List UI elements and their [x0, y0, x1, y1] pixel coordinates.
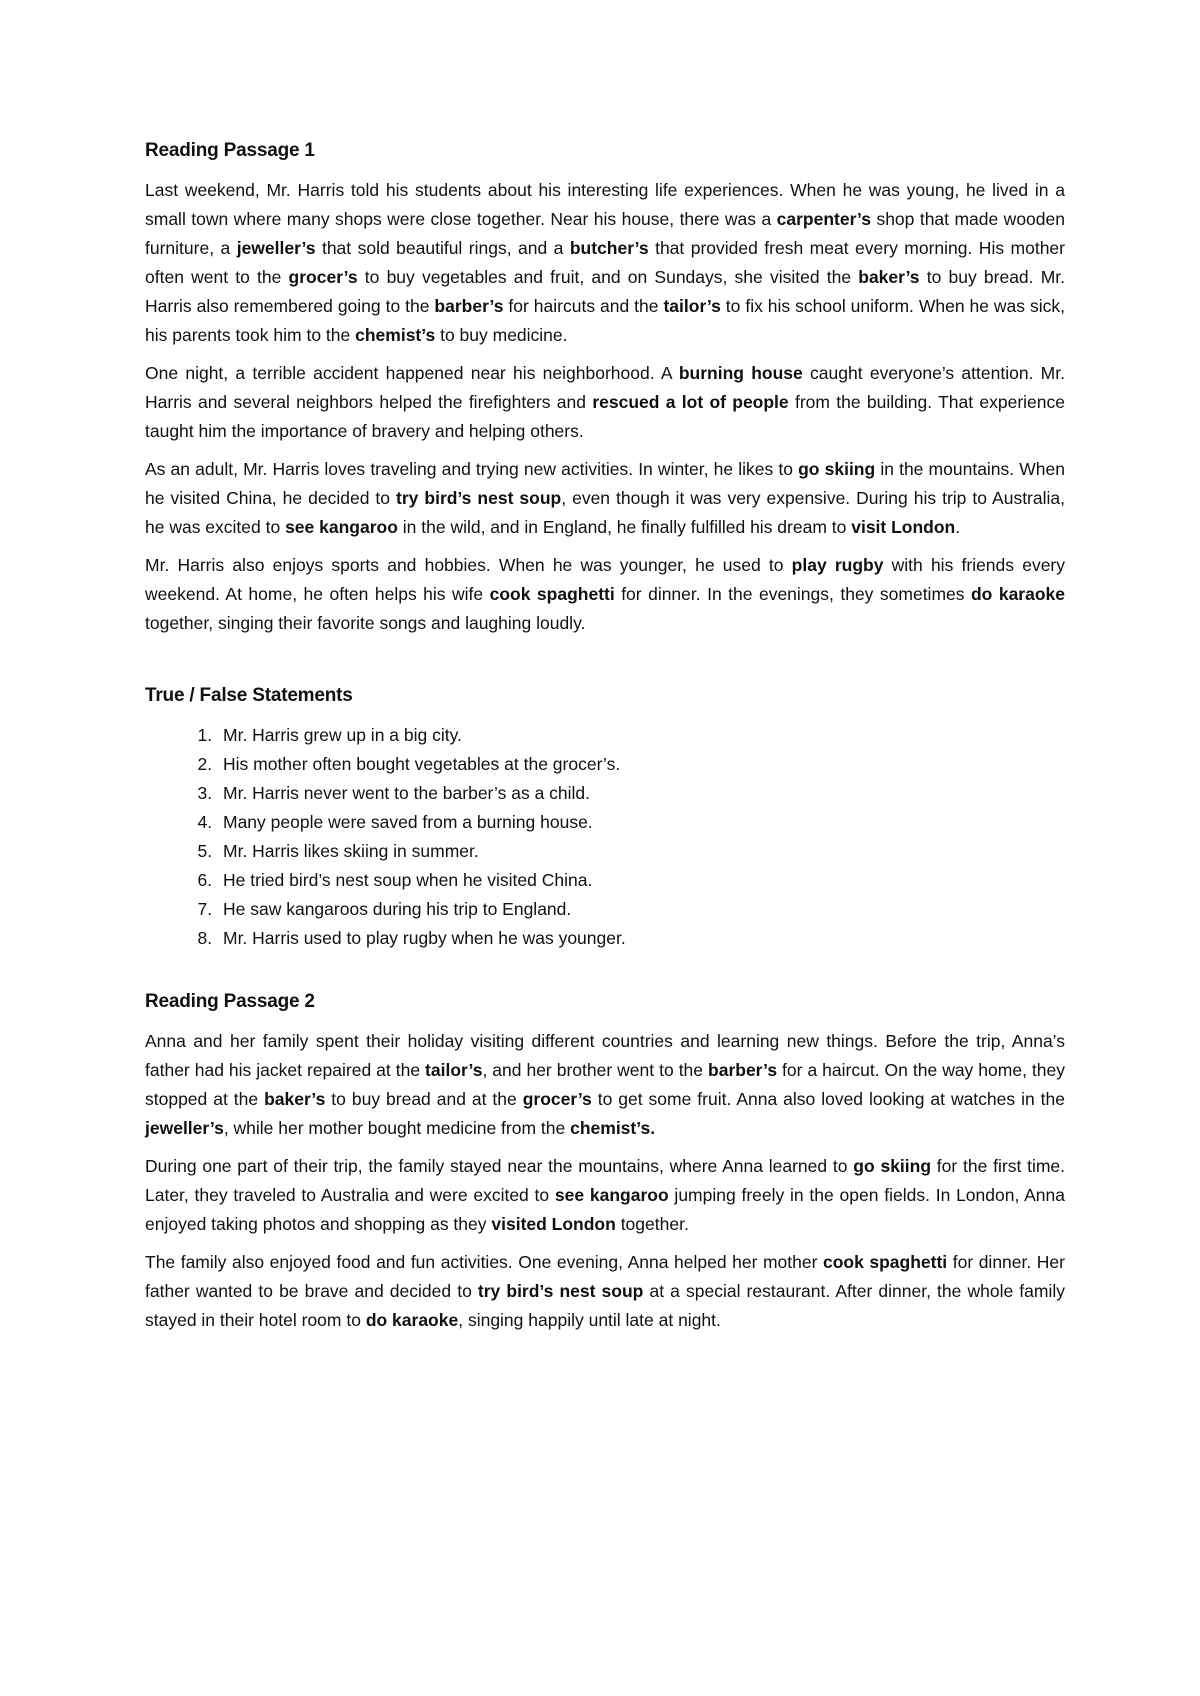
key-phrase: baker’s [858, 267, 920, 287]
key-phrase: jeweller’s [145, 1118, 224, 1138]
text-run: . [955, 517, 961, 537]
key-phrase: chemist’s [355, 325, 436, 345]
key-phrase: grocer’s [288, 267, 358, 287]
key-phrase: carpenter’s [776, 209, 871, 229]
paragraph [145, 455, 1065, 542]
text-run: for dinner. Her father wanted to be brave and decided to [145, 1252, 1065, 1301]
key-phrase: go skiing [798, 459, 876, 479]
key-phrase: rescued a lot of people [592, 392, 789, 412]
text-run: shop that made wooden furniture, a [145, 209, 1065, 258]
text-run: from the building. That experience taught him the importance of bravery and helping others. [145, 392, 1065, 441]
text-run: with his friends every weekend. At home, he often helps his wife [145, 555, 1065, 604]
paragraph [145, 359, 1065, 446]
text-run: to get some fruit. Anna also loved looking at watches in the [591, 1089, 1065, 1109]
text-run: to buy vegetables and fruit, and on Sundays, she visited the [357, 267, 859, 287]
text-run: that provided fresh meat every morning. His mother often went to the [145, 238, 1065, 287]
key-phrase: visit London [851, 517, 956, 537]
reading-passage-1 [145, 140, 1065, 638]
passage-1-title: Reading Passage 1 [145, 140, 315, 161]
text-run: at a special restaurant. After dinner, the whole family stayed in their hotel room to [145, 1281, 1065, 1330]
statement-item: 7. He saw kangaroos during his trip to England. [217, 895, 1065, 924]
statement-item: 3. Mr. Harris never went to the barber’s as a child. [217, 779, 1065, 808]
reading-passage-2 [145, 991, 1065, 1335]
text-run: The family also enjoyed food and fun activities. One evening, Anna helped her mother [145, 1252, 823, 1272]
paragraph [145, 176, 1065, 350]
statement-item: 1. Mr. Harris grew up in a big city. [217, 721, 1065, 750]
paragraph [145, 1248, 1065, 1335]
text-run: for haircuts and the [503, 296, 664, 316]
key-phrase: visited London [491, 1214, 616, 1234]
key-phrase: burning house [678, 363, 803, 383]
text-run: to buy medicine. [435, 325, 568, 345]
text-run: for the first time. Later, they traveled to Australia and were excited to [145, 1156, 1066, 1205]
statement-item: 5. Mr. Harris likes skiing in summer. [217, 837, 1065, 866]
text-run: together. [615, 1214, 689, 1234]
key-phrase: go skiing [853, 1156, 932, 1176]
true-false-list [145, 721, 1065, 953]
key-phrase: cook spaghetti [489, 584, 615, 604]
text-run: for dinner. In the evenings, they sometimes [614, 584, 971, 604]
key-phrase: see kangaroo [285, 517, 398, 537]
statement-item: 2. His mother often bought vegetables at the grocer’s. [217, 750, 1065, 779]
text-run: , singing happily until late at night. [458, 1310, 721, 1330]
key-phrase: see kangaroo [554, 1185, 669, 1205]
text-run: in the wild, and in England, he finally fulfilled his dream to [397, 517, 852, 537]
statement-item: 8. Mr. Harris used to play rugby when he was younger. [217, 924, 1065, 953]
key-phrase: try bird’s nest soup [477, 1281, 644, 1301]
key-phrase: chemist’s. [570, 1118, 656, 1138]
passage-2-title: Reading Passage 2 [145, 991, 315, 1012]
text-run: Mr. Harris also enjoys sports and hobbies. When he was younger, he used to [145, 555, 792, 575]
text-run: , and her brother went to the [482, 1060, 709, 1080]
text-run: to buy bread. Mr. Harris also remembered going to the [145, 267, 1066, 316]
key-phrase: do karaoke [970, 584, 1065, 604]
text-run: One night, a terrible accident happened near his neighborhood. A [145, 363, 679, 383]
statement-item: 6. He tried bird’s nest soup when he visited China. [217, 866, 1065, 895]
text-run: to fix his school uniform. When he was sick, his parents took him to the [145, 296, 1065, 345]
text-run: Last weekend, Mr. Harris told his students about his interesting life experiences. When he was young, he lived in a small town where many shops were close together. Near his house, there was a [145, 180, 1065, 229]
text-run: During one part of their trip, the family stayed near the mountains, where Anna learned to [145, 1156, 854, 1176]
key-phrase: grocer’s [522, 1089, 592, 1109]
key-phrase: baker’s [264, 1089, 326, 1109]
key-phrase: cook spaghetti [822, 1252, 948, 1272]
text-run: Anna and her family spent their holiday visiting different countries and learning new things. Before the trip, Anna’s father had his jacket repaired at the [145, 1031, 1065, 1080]
text-run: , even though it was very expensive. During his trip to Australia, he was excited to [145, 488, 1065, 537]
text-run: As an adult, Mr. Harris loves traveling and trying new activities. In winter, he likes to [145, 459, 799, 479]
key-phrase: tailor’s [663, 296, 721, 316]
key-phrase: try bird’s nest soup [396, 488, 562, 508]
passage-2-body [145, 1027, 1065, 1335]
text-run: jumping freely in the open fields. In London, Anna enjoyed taking photos and shopping as they [145, 1185, 1065, 1234]
key-phrase: barber’s [708, 1060, 778, 1080]
text-run: together, singing their favorite songs and laughing loudly. [145, 613, 586, 633]
text-run: , while her mother bought medicine from the [223, 1118, 571, 1138]
paragraph [145, 551, 1065, 638]
key-phrase: do karaoke [365, 1310, 459, 1330]
true-false-title: True / False Statements [145, 685, 353, 706]
paragraph [145, 1152, 1065, 1239]
text-run: caught everyone’s attention. Mr. Harris and several neighbors helped the firefighters and [145, 363, 1065, 412]
text-run: that sold beautiful rings, and a [315, 238, 570, 258]
key-phrase: butcher’s [569, 238, 649, 258]
key-phrase: play rugby [791, 555, 884, 575]
key-phrase: jeweller’s [236, 238, 316, 258]
text-run: to buy bread and at the [325, 1089, 523, 1109]
document-page [145, 140, 1065, 1344]
statement-item: 4. Many people were saved from a burning house. [217, 808, 1065, 837]
passage-1-body [145, 176, 1065, 638]
text-run: in the mountains. When he visited China, he decided to [145, 459, 1066, 508]
true-false-section [145, 685, 1065, 953]
section-spacer [145, 647, 1065, 685]
text-run: for a haircut. On the way home, they stopped at the [145, 1060, 1065, 1109]
key-phrase: tailor’s [425, 1060, 483, 1080]
paragraph [145, 1027, 1065, 1143]
key-phrase: barber’s [434, 296, 504, 316]
section-spacer [145, 953, 1065, 991]
